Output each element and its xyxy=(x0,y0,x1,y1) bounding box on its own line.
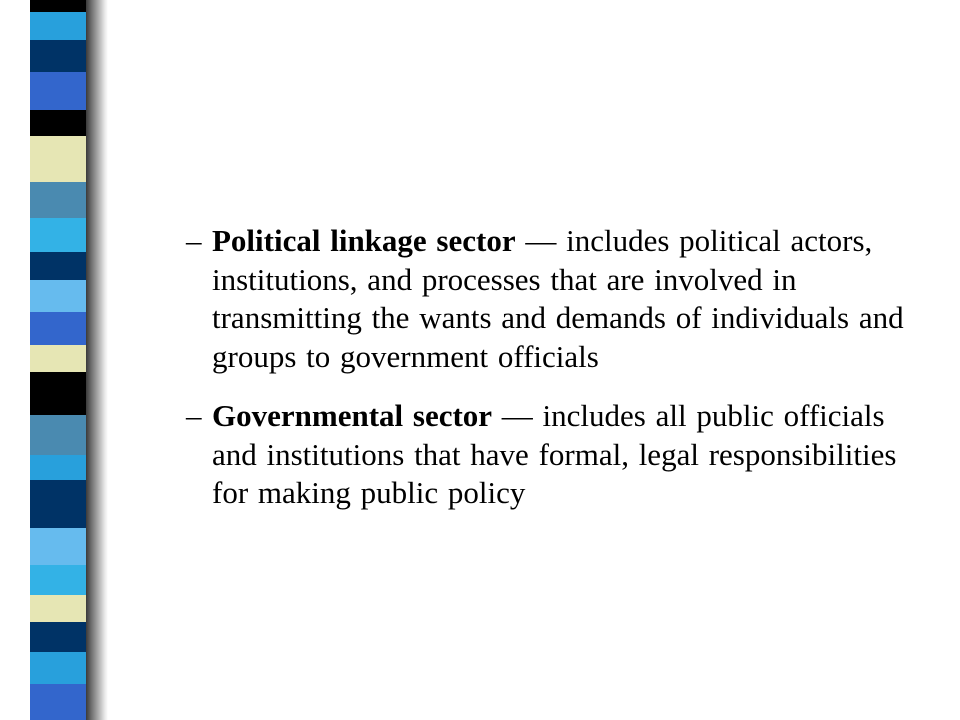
strip-block xyxy=(30,345,86,372)
bullet-dash: – xyxy=(186,223,202,258)
strip-block xyxy=(30,110,86,136)
bullet-governmental xyxy=(186,397,932,513)
strip-block xyxy=(30,565,86,595)
strip-block xyxy=(30,12,86,40)
bullet-text: includes all public officials and institutions that have formal, legal responsibilities for making public policy xyxy=(212,398,897,510)
strip-block xyxy=(30,480,86,528)
strip-block xyxy=(30,218,86,252)
strip-block xyxy=(30,652,86,684)
strip-block xyxy=(30,182,86,218)
strip-block xyxy=(30,415,86,455)
strip-block xyxy=(30,312,86,345)
strip-block xyxy=(30,136,86,182)
bullet-term: Governmental sector xyxy=(212,398,493,433)
bullet-text: includes political actors, institutions, and processes that are involved in transmitting the wants and demands of individuals and groups to government officials xyxy=(212,223,904,374)
strip-block xyxy=(30,252,86,280)
bullet-dash: – xyxy=(186,398,202,433)
slide-body xyxy=(186,222,932,534)
strip-block xyxy=(30,528,86,565)
strip-block xyxy=(30,40,86,72)
strip-block xyxy=(30,372,86,415)
strip-block xyxy=(30,455,86,480)
strip-block xyxy=(30,622,86,652)
strip-block xyxy=(30,595,86,622)
bullet-separator: — xyxy=(492,398,543,433)
bullet-political-linkage xyxy=(186,222,932,376)
strip-block xyxy=(30,72,86,110)
strip-block xyxy=(30,0,86,12)
strip-block xyxy=(30,684,86,720)
strip-block xyxy=(30,280,86,312)
strip-shadow xyxy=(86,0,108,720)
bullet-term: Political linkage sector xyxy=(212,223,516,258)
bullet-separator: — xyxy=(515,223,567,258)
decorative-color-strip xyxy=(30,0,86,720)
